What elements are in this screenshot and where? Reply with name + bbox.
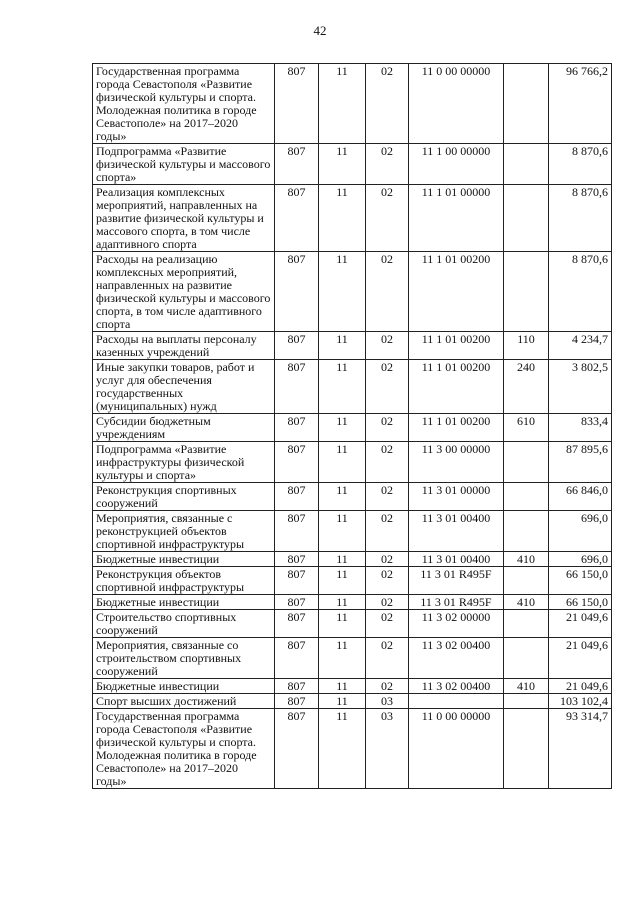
target-article-code-cell: 11 3 01 00400	[409, 511, 504, 552]
item-name-cell: Бюджетные инвестиции	[93, 552, 275, 567]
section-code-cell: 11	[319, 144, 366, 185]
subsection-code-cell: 02	[366, 144, 409, 185]
table-row	[93, 64, 612, 144]
amount-cell: 8 870,6	[549, 144, 612, 185]
item-name-cell: Реконструкция спортивных сооружений	[93, 483, 275, 511]
ministry-code-cell: 807	[275, 638, 319, 679]
table-row	[93, 709, 612, 789]
expense-type-code-cell: 110	[504, 332, 549, 360]
expense-type-code-cell	[504, 694, 549, 709]
expense-type-code-cell: 410	[504, 552, 549, 567]
section-code-cell: 11	[319, 414, 366, 442]
item-name-cell: Реализация комплексных мероприятий, направленных на развитие физической культуры и массового спорта, в том числе адаптивного спорта	[93, 185, 275, 252]
amount-cell: 66 150,0	[549, 595, 612, 610]
expense-type-code-cell: 410	[504, 595, 549, 610]
item-name-cell: Бюджетные инвестиции	[93, 595, 275, 610]
ministry-code-cell: 807	[275, 511, 319, 552]
amount-cell: 66 150,0	[549, 567, 612, 595]
ministry-code-cell: 807	[275, 567, 319, 595]
amount-cell: 4 234,7	[549, 332, 612, 360]
expense-type-code-cell	[504, 252, 549, 332]
table-row	[93, 694, 612, 709]
table-row	[93, 252, 612, 332]
subsection-code-cell: 02	[366, 610, 409, 638]
amount-cell: 66 846,0	[549, 483, 612, 511]
amount-cell: 696,0	[549, 552, 612, 567]
section-code-cell: 11	[319, 552, 366, 567]
section-code-cell: 11	[319, 610, 366, 638]
amount-cell: 8 870,6	[549, 252, 612, 332]
ministry-code-cell: 807	[275, 595, 319, 610]
target-article-code-cell: 11 1 00 00000	[409, 144, 504, 185]
section-code-cell: 11	[319, 595, 366, 610]
target-article-code-cell: 11 3 02 00400	[409, 679, 504, 694]
expense-type-code-cell: 410	[504, 679, 549, 694]
amount-cell: 96 766,2	[549, 64, 612, 144]
section-code-cell: 11	[319, 332, 366, 360]
section-code-cell: 11	[319, 442, 366, 483]
item-name-cell: Расходы на выплаты персоналу казенных учреждений	[93, 332, 275, 360]
expense-type-code-cell	[504, 610, 549, 638]
amount-cell: 833,4	[549, 414, 612, 442]
amount-cell: 696,0	[549, 511, 612, 552]
target-article-code-cell	[409, 694, 504, 709]
table-row	[93, 552, 612, 567]
subsection-code-cell: 02	[366, 332, 409, 360]
ministry-code-cell: 807	[275, 332, 319, 360]
target-article-code-cell: 11 0 00 00000	[409, 709, 504, 789]
table-row	[93, 414, 612, 442]
target-article-code-cell: 11 1 01 00200	[409, 332, 504, 360]
section-code-cell: 11	[319, 252, 366, 332]
subsection-code-cell: 02	[366, 360, 409, 414]
item-name-cell: Иные закупки товаров, работ и услуг для обеспечения государственных (муниципальных) нужд	[93, 360, 275, 414]
ministry-code-cell: 807	[275, 483, 319, 511]
subsection-code-cell: 03	[366, 694, 409, 709]
section-code-cell: 11	[319, 709, 366, 789]
ministry-code-cell: 807	[275, 252, 319, 332]
table-row	[93, 511, 612, 552]
expense-type-code-cell	[504, 511, 549, 552]
ministry-code-cell: 807	[275, 442, 319, 483]
budget-table	[92, 63, 612, 789]
expense-type-code-cell	[504, 567, 549, 595]
subsection-code-cell: 02	[366, 64, 409, 144]
subsection-code-cell: 03	[366, 709, 409, 789]
ministry-code-cell: 807	[275, 694, 319, 709]
budget-table-body	[93, 64, 612, 789]
target-article-code-cell: 11 1 01 00200	[409, 360, 504, 414]
table-row	[93, 442, 612, 483]
ministry-code-cell: 807	[275, 552, 319, 567]
target-article-code-cell: 11 1 01 00000	[409, 185, 504, 252]
section-code-cell: 11	[319, 511, 366, 552]
item-name-cell: Спорт высших достижений	[93, 694, 275, 709]
subsection-code-cell: 02	[366, 567, 409, 595]
subsection-code-cell: 02	[366, 483, 409, 511]
amount-cell: 93 314,7	[549, 709, 612, 789]
ministry-code-cell: 807	[275, 64, 319, 144]
target-article-code-cell: 11 3 01 00000	[409, 483, 504, 511]
expense-type-code-cell	[504, 144, 549, 185]
item-name-cell: Реконструкция объектов спортивной инфраструктуры	[93, 567, 275, 595]
subsection-code-cell: 02	[366, 679, 409, 694]
ministry-code-cell: 807	[275, 679, 319, 694]
amount-cell: 3 802,5	[549, 360, 612, 414]
section-code-cell: 11	[319, 483, 366, 511]
section-code-cell: 11	[319, 638, 366, 679]
section-code-cell: 11	[319, 679, 366, 694]
item-name-cell: Мероприятия, связанные со строительством спортивных сооружений	[93, 638, 275, 679]
item-name-cell: Расходы на реализацию комплексных мероприятий, направленных на развитие физической культуры и массового спорта, в том числе адаптивного спорта	[93, 252, 275, 332]
table-row	[93, 185, 612, 252]
section-code-cell: 11	[319, 185, 366, 252]
ministry-code-cell: 807	[275, 185, 319, 252]
section-code-cell: 11	[319, 64, 366, 144]
subsection-code-cell: 02	[366, 414, 409, 442]
table-row	[93, 360, 612, 414]
subsection-code-cell: 02	[366, 185, 409, 252]
amount-cell: 21 049,6	[549, 638, 612, 679]
target-article-code-cell: 11 3 02 00000	[409, 610, 504, 638]
expense-type-code-cell: 240	[504, 360, 549, 414]
amount-cell: 21 049,6	[549, 679, 612, 694]
table-row	[93, 638, 612, 679]
subsection-code-cell: 02	[366, 595, 409, 610]
item-name-cell: Государственная программа города Севастополя «Развитие физической культуры и спорта. Молодежная политика в городе Севастополе» на 2017–2020 годы»	[93, 64, 275, 144]
expense-type-code-cell	[504, 638, 549, 679]
expense-type-code-cell	[504, 442, 549, 483]
item-name-cell: Бюджетные инвестиции	[93, 679, 275, 694]
target-article-code-cell: 11 1 01 00200	[409, 252, 504, 332]
item-name-cell: Подпрограмма «Развитие инфраструктуры физической культуры и спорта»	[93, 442, 275, 483]
page-number: 42	[313, 23, 327, 38]
table-row	[93, 332, 612, 360]
target-article-code-cell: 11 0 00 00000	[409, 64, 504, 144]
table-row	[93, 610, 612, 638]
target-article-code-cell: 11 3 00 00000	[409, 442, 504, 483]
expense-type-code-cell	[504, 709, 549, 789]
table-row	[93, 567, 612, 595]
target-article-code-cell: 11 3 01 R495F	[409, 567, 504, 595]
expense-type-code-cell	[504, 185, 549, 252]
ministry-code-cell: 807	[275, 709, 319, 789]
amount-cell: 8 870,6	[549, 185, 612, 252]
subsection-code-cell: 02	[366, 511, 409, 552]
item-name-cell: Государственная программа города Севастополя «Развитие физической культуры и спорта. Молодежная политика в городе Севастополе» на 2017–2020 годы»	[93, 709, 275, 789]
subsection-code-cell: 02	[366, 252, 409, 332]
item-name-cell: Строительство спортивных сооружений	[93, 610, 275, 638]
expense-type-code-cell: 610	[504, 414, 549, 442]
ministry-code-cell: 807	[275, 414, 319, 442]
amount-cell: 103 102,4	[549, 694, 612, 709]
ministry-code-cell: 807	[275, 144, 319, 185]
section-code-cell: 11	[319, 567, 366, 595]
target-article-code-cell: 11 1 01 00200	[409, 414, 504, 442]
amount-cell: 87 895,6	[549, 442, 612, 483]
table-row	[93, 679, 612, 694]
table-row	[93, 595, 612, 610]
table-row	[93, 483, 612, 511]
subsection-code-cell: 02	[366, 552, 409, 567]
ministry-code-cell: 807	[275, 610, 319, 638]
expense-type-code-cell	[504, 483, 549, 511]
ministry-code-cell: 807	[275, 360, 319, 414]
target-article-code-cell: 11 3 02 00400	[409, 638, 504, 679]
target-article-code-cell: 11 3 01 00400	[409, 552, 504, 567]
subsection-code-cell: 02	[366, 638, 409, 679]
target-article-code-cell: 11 3 01 R495F	[409, 595, 504, 610]
expense-type-code-cell	[504, 64, 549, 144]
item-name-cell: Мероприятия, связанные с реконструкцией объектов спортивной инфраструктуры	[93, 511, 275, 552]
section-code-cell: 11	[319, 360, 366, 414]
item-name-cell: Субсидии бюджетным учреждениям	[93, 414, 275, 442]
table-row	[93, 144, 612, 185]
item-name-cell: Подпрограмма «Развитие физической культуры и массового спорта»	[93, 144, 275, 185]
section-code-cell: 11	[319, 694, 366, 709]
amount-cell: 21 049,6	[549, 610, 612, 638]
subsection-code-cell: 02	[366, 442, 409, 483]
